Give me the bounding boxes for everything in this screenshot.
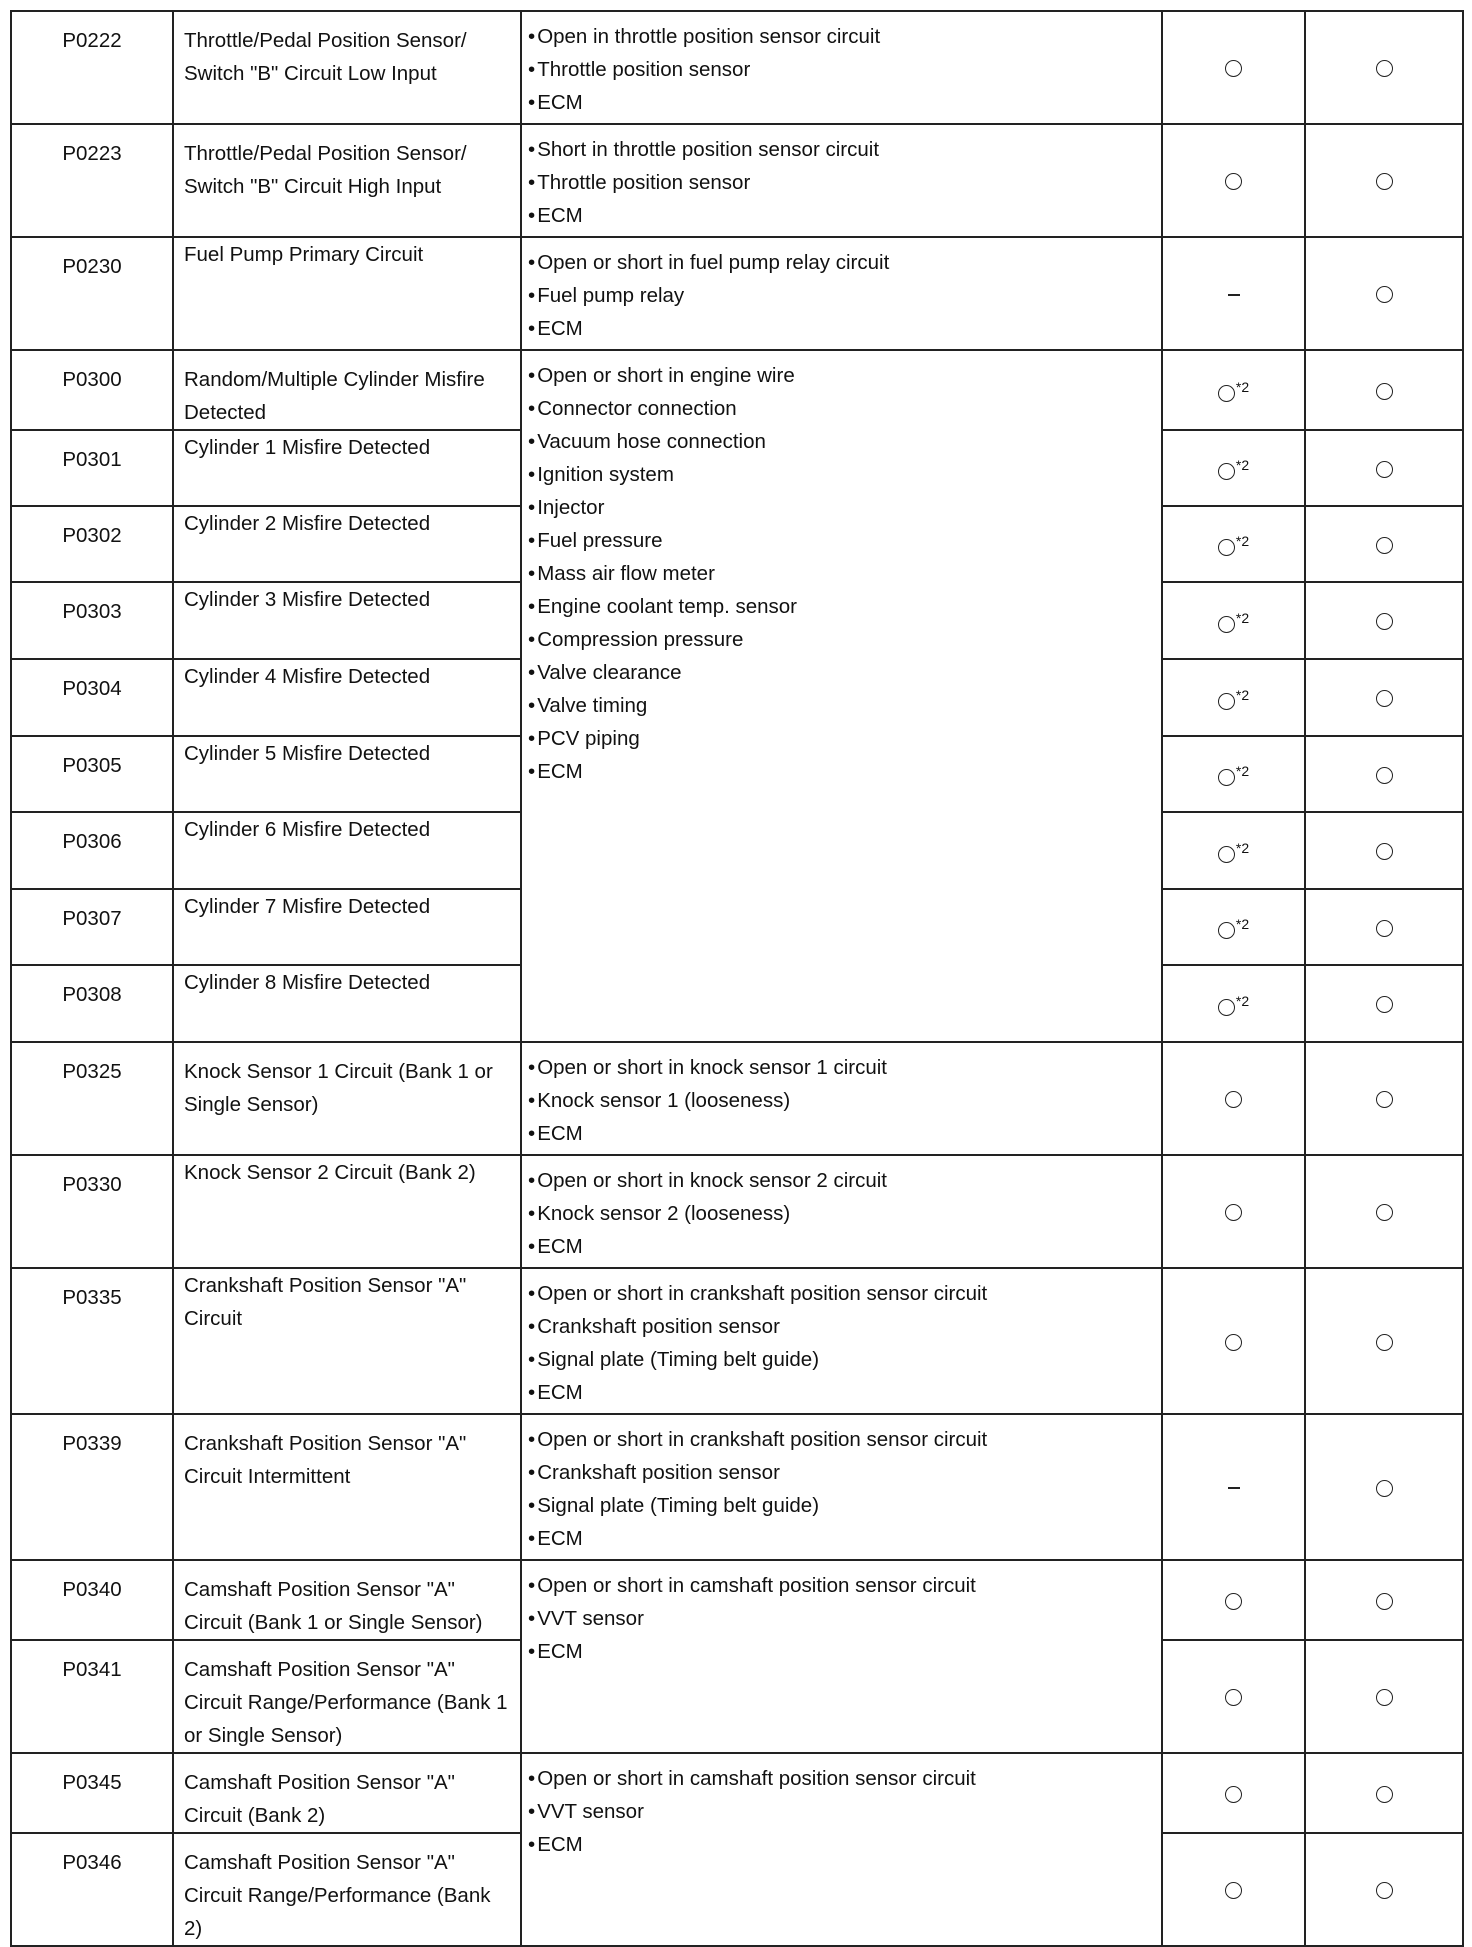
dtc-code: P0303 [11,582,173,659]
circle-icon [1218,769,1235,786]
dtc-code: P0330 [11,1155,173,1268]
dtc-code: P0345 [11,1753,173,1833]
circle-icon [1376,767,1393,784]
trouble-areas [521,1155,1162,1268]
trouble-area-item: • ECM [528,1230,1155,1263]
detection-item: Cylinder 2 Misfire Detected [173,506,521,582]
status-mark [1376,374,1393,407]
mil-cell [1162,659,1305,736]
status-mark [1376,51,1393,84]
memory-cell [1305,1268,1463,1414]
detection-item: Camshaft Position Sensor "A" Circuit (Bank 2) [173,1753,521,1833]
status-mark [1225,1777,1242,1810]
circle-icon [1218,616,1235,633]
detection-item: Knock Sensor 1 Circuit (Bank 1 or Single Sensor) [173,1042,521,1155]
table-row [11,237,1463,350]
status-mark [1225,1325,1242,1358]
mil-cell [1162,11,1305,124]
detection-item: Camshaft Position Sensor "A" Circuit Range/Performance (Bank 1 or Single Sensor) [173,1640,521,1753]
memory-cell [1305,812,1463,889]
memory-cell [1305,582,1463,659]
status-mark [1218,679,1249,717]
trouble-areas [521,1268,1162,1414]
trouble-area-item: • Engine coolant temp. sensor [528,590,1155,623]
detection-item: Fuel Pump Primary Circuit [173,237,521,350]
circle-icon [1376,1091,1393,1108]
dtc-code: P0300 [11,350,173,430]
circle-icon [1376,1334,1393,1351]
dtc-code: P0306 [11,812,173,889]
dtc-code: P0339 [11,1414,173,1560]
detection-item: Cylinder 4 Misfire Detected [173,659,521,736]
trouble-area-item: • Signal plate (Timing belt guide) [528,1489,1155,1522]
status-mark [1376,758,1393,791]
circle-icon [1376,843,1393,860]
circle-icon [1376,537,1393,554]
status-mark [1376,1777,1393,1810]
detection-item: Crankshaft Position Sensor "A" Circuit Intermittent [173,1414,521,1560]
detection-item: Knock Sensor 2 Circuit (Bank 2) [173,1155,521,1268]
mil-cell [1162,1155,1305,1268]
mil-cell [1162,1268,1305,1414]
status-mark [1376,987,1393,1020]
dash-icon [1228,294,1240,296]
status-mark [1376,277,1393,310]
circle-icon [1376,1689,1393,1706]
circle-icon [1218,385,1235,402]
mil-cell [1162,1414,1305,1560]
mil-cell [1162,1833,1305,1946]
trouble-area-item: • Knock sensor 1 (looseness) [528,1084,1155,1117]
memory-cell [1305,1042,1463,1155]
memory-cell [1305,430,1463,506]
detection-item: Cylinder 3 Misfire Detected [173,582,521,659]
status-mark [1218,371,1249,409]
mil-cell [1162,430,1305,506]
circle-icon [1376,173,1393,190]
mil-cell [1162,1042,1305,1155]
trouble-area-item: • Open in throttle position sensor circuit [528,20,1155,53]
status-mark [1225,51,1242,84]
dtc-table [10,10,1464,1947]
circle-icon [1225,1786,1242,1803]
mil-cell [1162,1560,1305,1640]
trouble-area-item: • Short in throttle position sensor circuit [528,133,1155,166]
trouble-area-item: • Open or short in crankshaft position sensor circuit [528,1277,1155,1310]
circle-icon [1225,1091,1242,1108]
table-row [11,1560,1463,1640]
status-mark [1225,1584,1242,1617]
trouble-areas [521,124,1162,237]
trouble-area-item: • ECM [528,1828,1155,1861]
mil-cell [1162,889,1305,965]
status-mark [1225,1680,1242,1713]
status-mark [1218,832,1249,870]
footnote-mark: *2 [1235,457,1250,473]
footnote-mark: *2 [1235,839,1250,856]
footnote-mark: *2 [1235,916,1250,932]
memory-cell [1305,1640,1463,1753]
detection-item: Random/Multiple Cylinder Misfire Detected [173,350,521,430]
mil-cell [1162,812,1305,889]
status-mark [1218,602,1249,640]
table-row [11,1155,1463,1268]
memory-cell [1305,506,1463,582]
circle-icon [1225,1334,1242,1351]
circle-icon [1225,1204,1242,1221]
status-mark [1376,1325,1393,1358]
detection-item: Cylinder 8 Misfire Detected [173,965,521,1042]
detection-item: Throttle/Pedal Position Sensor/ Switch "B" Circuit High Input [173,124,521,237]
circle-icon [1218,693,1235,710]
status-mark [1376,1584,1393,1617]
mil-cell [1162,237,1305,350]
status-mark [1228,1471,1240,1504]
trouble-area-item: • Injector [528,491,1155,524]
memory-cell [1305,965,1463,1042]
trouble-areas [521,1042,1162,1155]
trouble-area-item: • Fuel pump relay [528,279,1155,312]
circle-icon [1218,922,1235,939]
status-mark [1376,1082,1393,1115]
status-mark [1218,908,1249,946]
mil-cell [1162,736,1305,812]
trouble-area-item: • Open or short in crankshaft position sensor circuit [528,1423,1155,1456]
footnote-mark: *2 [1235,609,1250,626]
memory-cell [1305,1414,1463,1560]
trouble-area-item: • VVT sensor [528,1602,1155,1635]
memory-cell [1305,1155,1463,1268]
memory-cell [1305,1833,1463,1946]
circle-icon [1376,1204,1393,1221]
trouble-area-item: • Compression pressure [528,623,1155,656]
circle-icon [1225,1882,1242,1899]
mil-cell [1162,124,1305,237]
detection-item: Cylinder 1 Misfire Detected [173,430,521,506]
circle-icon [1376,690,1393,707]
trouble-area-item: • ECM [528,1522,1155,1555]
trouble-areas [521,237,1162,350]
dash-icon [1228,1487,1240,1489]
trouble-area-item: • ECM [528,86,1155,119]
table-row [11,1268,1463,1414]
detection-item: Cylinder 6 Misfire Detected [173,812,521,889]
table-row [11,350,1463,430]
dtc-code: P0341 [11,1640,173,1753]
trouble-area-item: • Throttle position sensor [528,166,1155,199]
status-mark [1376,1873,1393,1906]
dtc-code: P0308 [11,965,173,1042]
trouble-area-item: • ECM [528,1117,1155,1150]
trouble-area-item: • Open or short in fuel pump relay circuit [528,246,1155,279]
trouble-area-item: • Valve clearance [528,656,1155,689]
memory-cell [1305,1560,1463,1640]
circle-icon [1376,461,1393,478]
dtc-code: P0302 [11,506,173,582]
trouble-areas [521,1560,1162,1753]
dtc-table-body [11,11,1463,1946]
mil-cell [1162,350,1305,430]
mil-cell [1162,582,1305,659]
status-mark [1225,1873,1242,1906]
status-mark [1376,1195,1393,1228]
circle-icon [1218,846,1235,863]
status-mark [1376,452,1393,485]
circle-icon [1376,613,1393,630]
circle-icon [1218,539,1235,556]
memory-cell [1305,736,1463,812]
status-mark [1376,681,1393,714]
circle-icon [1225,1593,1242,1610]
mil-cell [1162,965,1305,1042]
trouble-area-item: • Open or short in camshaft position sensor circuit [528,1762,1155,1795]
circle-icon [1376,1786,1393,1803]
status-mark [1376,528,1393,561]
trouble-area-item: • Mass air flow meter [528,557,1155,590]
status-mark [1218,985,1249,1023]
circle-icon [1376,286,1393,303]
dtc-code: P0346 [11,1833,173,1946]
status-mark [1376,834,1393,867]
trouble-area-item: • ECM [528,199,1155,232]
circle-icon [1376,996,1393,1013]
detection-item: Cylinder 5 Misfire Detected [173,736,521,812]
table-row [11,124,1463,237]
detection-item: Throttle/Pedal Position Sensor/ Switch "B" Circuit Low Input [173,11,521,124]
dtc-code: P0222 [11,11,173,124]
memory-cell [1305,237,1463,350]
trouble-areas [521,350,1162,1042]
memory-cell [1305,1753,1463,1833]
trouble-area-item: • Throttle position sensor [528,53,1155,86]
circle-icon [1376,1593,1393,1610]
trouble-area-item: • Ignition system [528,458,1155,491]
mil-cell [1162,506,1305,582]
status-mark [1218,449,1249,487]
memory-cell [1305,124,1463,237]
footnote-mark: *2 [1235,686,1250,703]
footnote-mark: *2 [1235,763,1250,779]
status-mark [1225,164,1242,197]
trouble-area-item: • Signal plate (Timing belt guide) [528,1343,1155,1376]
circle-icon [1376,1882,1393,1899]
circle-icon [1218,999,1235,1016]
trouble-area-item: • Valve timing [528,689,1155,722]
detection-item: Crankshaft Position Sensor "A" Circuit [173,1268,521,1414]
status-mark [1218,525,1249,563]
status-mark [1376,1680,1393,1713]
trouble-area-item: • Open or short in camshaft position sensor circuit [528,1569,1155,1602]
detection-item: Cylinder 7 Misfire Detected [173,889,521,965]
circle-icon [1225,1689,1242,1706]
dtc-code: P0304 [11,659,173,736]
circle-icon [1225,60,1242,77]
trouble-area-item: • ECM [528,755,1155,788]
table-row [11,11,1463,124]
trouble-area-item: • ECM [528,312,1155,345]
table-row [11,1753,1463,1833]
status-mark [1228,277,1240,310]
dtc-code: P0230 [11,237,173,350]
dtc-code: P0335 [11,1268,173,1414]
circle-icon [1376,383,1393,400]
footnote-mark: *2 [1235,533,1250,549]
footnote-mark: *2 [1235,992,1250,1009]
mil-cell [1162,1753,1305,1833]
dtc-code: P0305 [11,736,173,812]
trouble-area-item: • VVT sensor [528,1795,1155,1828]
trouble-area-item: • Open or short in knock sensor 1 circuit [528,1051,1155,1084]
circle-icon [1376,920,1393,937]
detection-item: Camshaft Position Sensor "A" Circuit Range/Performance (Bank 2) [173,1833,521,1946]
memory-cell [1305,659,1463,736]
status-mark [1218,755,1249,793]
trouble-area-item: • Fuel pressure [528,524,1155,557]
trouble-area-item: • ECM [528,1635,1155,1668]
status-mark [1225,1195,1242,1228]
table-row [11,1414,1463,1560]
dtc-code: P0307 [11,889,173,965]
circle-icon [1218,463,1235,480]
status-mark [1376,164,1393,197]
footnote-mark: *2 [1235,379,1250,395]
trouble-area-item: • ECM [528,1376,1155,1409]
table-row [11,1042,1463,1155]
dtc-code: P0223 [11,124,173,237]
trouble-areas [521,11,1162,124]
dtc-code: P0340 [11,1560,173,1640]
circle-icon [1376,1480,1393,1497]
memory-cell [1305,889,1463,965]
trouble-area-item: • Crankshaft position sensor [528,1456,1155,1489]
status-mark [1376,1471,1393,1504]
circle-icon [1376,60,1393,77]
trouble-area-item: • Connector connection [528,392,1155,425]
trouble-areas [521,1753,1162,1946]
trouble-area-item: • Open or short in engine wire [528,359,1155,392]
trouble-area-item: • Knock sensor 2 (looseness) [528,1197,1155,1230]
trouble-area-item: • Open or short in knock sensor 2 circuit [528,1164,1155,1197]
mil-cell [1162,1640,1305,1753]
trouble-area-item: • Crankshaft position sensor [528,1310,1155,1343]
detection-item: Camshaft Position Sensor "A" Circuit (Bank 1 or Single Sensor) [173,1560,521,1640]
dtc-code: P0325 [11,1042,173,1155]
trouble-areas [521,1414,1162,1560]
memory-cell [1305,11,1463,124]
memory-cell [1305,350,1463,430]
circle-icon [1225,173,1242,190]
status-mark [1376,604,1393,637]
status-mark [1225,1082,1242,1115]
status-mark [1376,911,1393,944]
trouble-area-item: • Vacuum hose connection [528,425,1155,458]
dtc-code: P0301 [11,430,173,506]
trouble-area-item: • PCV piping [528,722,1155,755]
